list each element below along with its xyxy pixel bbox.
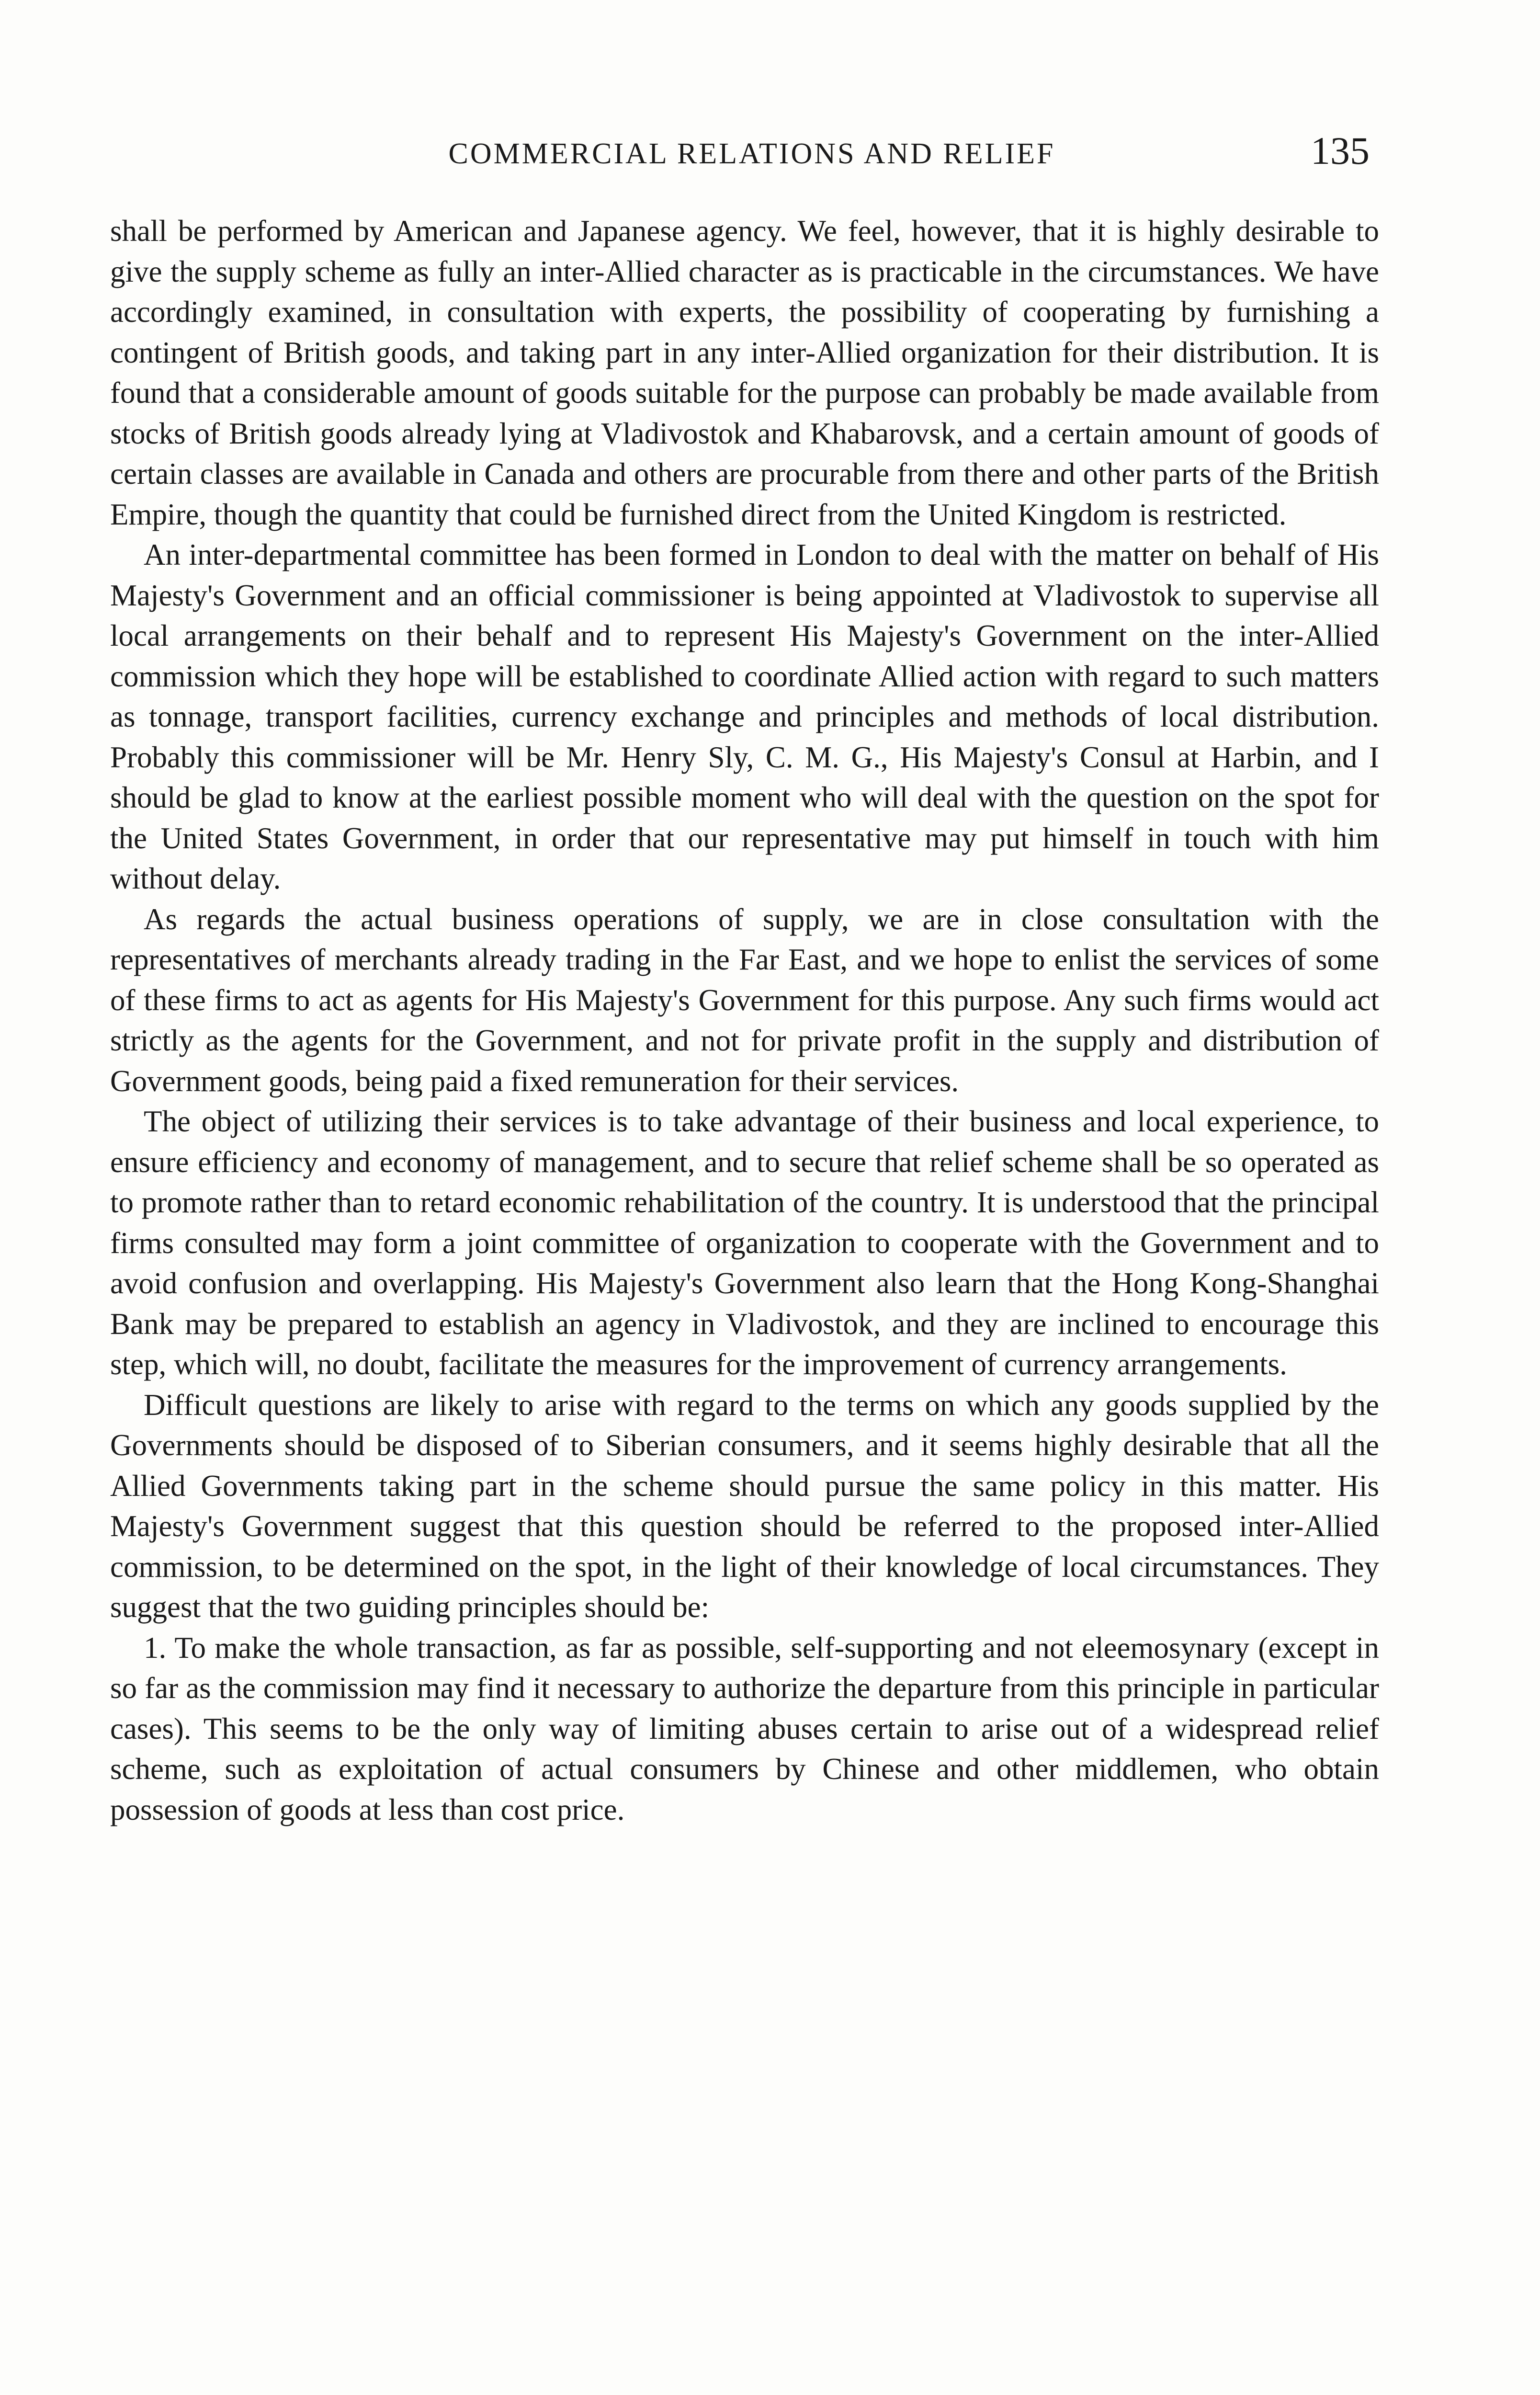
page-header xyxy=(120,128,1384,181)
paragraph-object: The object of utilizing their services is to take advantage of their business and local experience, to ensure efficiency and economy of management, and to secure that relief scheme shall be so operated as to promote rather than to retard economic rehabilitation of the country. It is understood that the principal firms consulted may form a joint committee of organization to cooperate with the Government and to avoid confusion and overlapping. His Majesty's Government also learn that the Hong Kong-Shanghai Bank may be prepared to establish an agency in Vladivostok, and they are inclined to encourage this step, which will, no doubt, facilitate the measures for the improvement of currency arrangements. xyxy=(110,1105,1379,1381)
principle-item-1: 1. To make the whole transaction, as far as possible, self-supporting and not eleemosynary (except in so far as the commission may find it necessary to authorize the departure from this principle in particular cases). This seems to be the only way of limiting abuses certain to arise out of a widespread relief scheme, such as exploitation of actual consumers by Chinese and other middlemen, who obtain possession of goods at less than cost price. xyxy=(110,1631,1379,1826)
paragraph-continuation: shall be performed by American and Japanese agency. We feel, however, that it is highly desirable to give the supply scheme as fully an inter-Allied character as is practicable in the circumstances. We have accordingly examined, in consultation with experts, the possibility of cooperating by furnishing a contingent of British goods, and taking part in any inter-Allied organization for their distribution. It is found that a considerable amount of goods suitable for the purpose can probably be made available from stocks of British goods already lying at Vladivostok and Khabarovsk, and a certain amount of goods of certain classes are available in Canada and others are procurable from there and other parts of the British Empire, though the quantity that could be furnished direct from the United Kingdom is restricted. xyxy=(110,214,1379,531)
page-number: 135 xyxy=(1311,129,1370,172)
paragraph-difficult-questions: Difficult questions are likely to arise with regard to the terms on which any goods supplied by the Governments should be disposed of to Siberian consumers, and it seems highly desirable that all the Allied Governments taking part in the scheme should pursue the same policy in this matter. His Majesty's Government suggest that this question should be referred to the proposed inter-Allied commission, to be determined on the spot, in the light of their knowledge of local circumstances. They suggest that the two guiding principles should be: xyxy=(110,1388,1379,1624)
paragraph-business-operations: As regards the actual business operations of supply, we are in close consultation with the representatives of merchants already trading in the Far East, and we hope to enlist the services of some of these firms to act as agents for His Majesty's Government for this purpose. Any such firms would act strictly as the agents for the Government, and not for private profit in the supply and distribution of Government goods, being paid a fixed remuneration for their services. xyxy=(110,902,1379,1098)
paragraph-committee: An inter-departmental committee has been formed in London to deal with the matter on behalf of His Majesty's Government and an official commissioner is being appointed at Vladivostok to supervise all local arrangements on their behalf and to represent His Majesty's Government on the inter-Allied commission which they hope will be established to coordinate Allied action with regard to such matters as tonnage, transport facilities, currency exchange and principles and methods of local distribution. Probably this commissioner will be Mr. Henry Sly, C. M. G., His Majesty's Consul at Harbin, and I should be glad to know at the earliest possible moment who will deal with the question on the spot for the United States Government, in order that our representative may put himself in touch with him without delay. xyxy=(110,538,1379,895)
body-text xyxy=(110,211,1379,1830)
running-head: COMMERCIAL RELATIONS AND RELIEF xyxy=(448,137,1055,170)
